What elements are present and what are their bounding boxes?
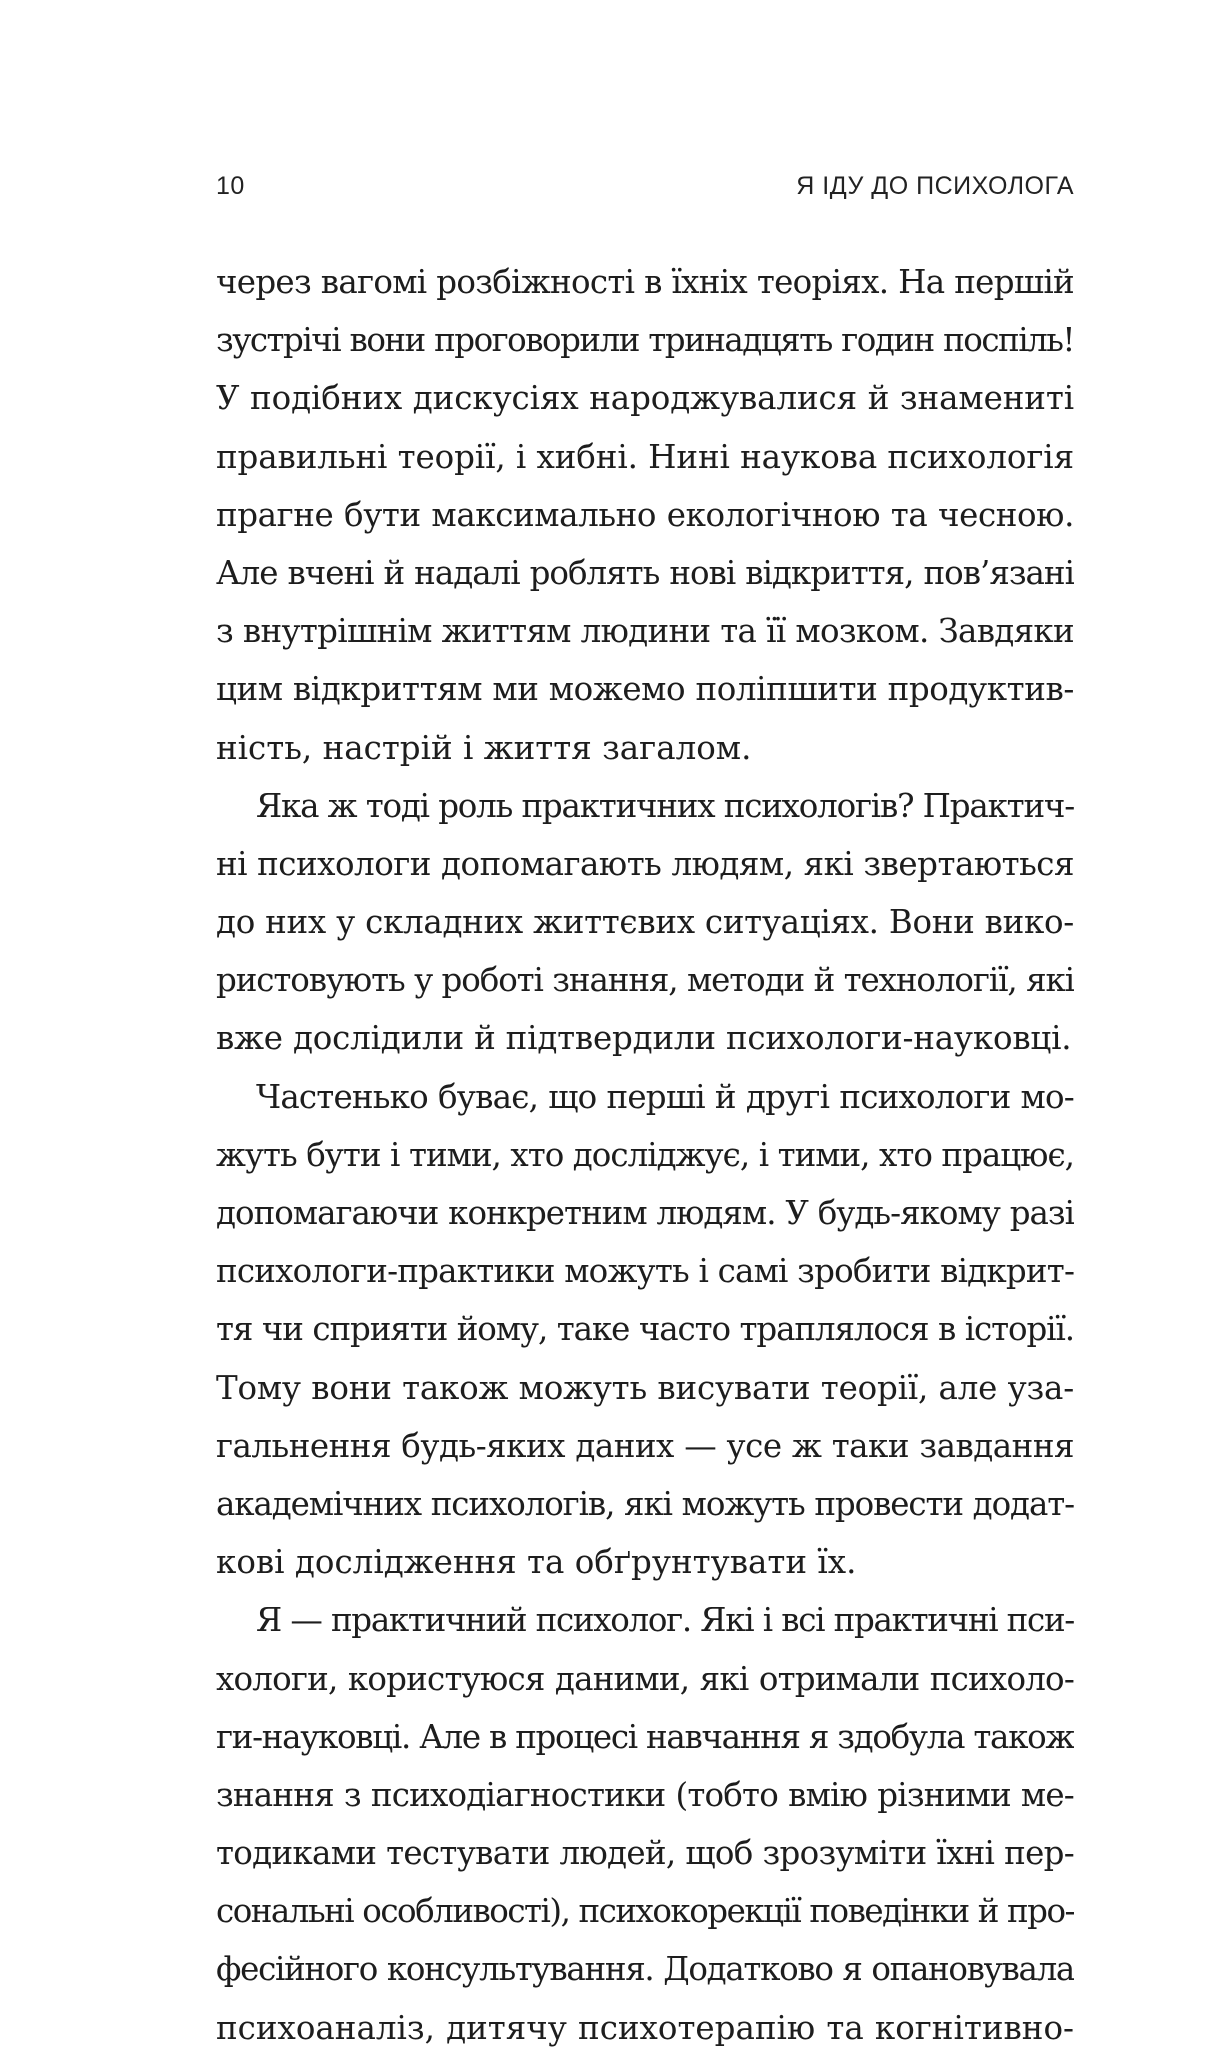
text-line: цим відкриттям ми можемо поліпшити продуктив- xyxy=(216,670,1074,709)
text-line: кові дослідження та обґрунтувати їх. xyxy=(216,1543,857,1582)
text-line: ні психологи допомагають людям, які звертаються xyxy=(216,844,1074,883)
body-text xyxy=(216,253,1074,2057)
text-line: тодиками тестувати людей, щоб зрозуміти їхні пер- xyxy=(216,1834,1074,1873)
text-line: хологи, користуюся даними, які отримали психоло- xyxy=(216,1659,1074,1698)
page-number: 10 xyxy=(216,172,245,200)
text-line: Я — практичний психолог. Які і всі практичні пси- xyxy=(256,1601,1074,1640)
text-line: ги-науковці. Але в процесі навчання я здобула також xyxy=(216,1717,1074,1756)
text-line: ристовують у роботі знання, методи й технології, які xyxy=(216,961,1074,1000)
running-header xyxy=(216,172,1074,212)
text-line: психологи-практики можуть і самі зробити відкрит- xyxy=(216,1252,1074,1291)
text-line: Але вчені й надалі роблять нові відкриття, пов’язані xyxy=(216,553,1074,592)
text-line: ність, настрій і життя загалом. xyxy=(216,728,752,767)
text-line: правильні теорії, і хибні. Нині наукова психологія xyxy=(216,437,1074,476)
text-line: через вагомі розбіжності в їхніх теоріях. На першій xyxy=(216,263,1074,301)
text-line: У подібних дискусіях народжувалися й знамениті xyxy=(216,379,1074,418)
text-line: прагне бути максимально екологічною та чесною. xyxy=(216,495,1074,534)
text-line: до них у складних життєвих ситуаціях. Вони вико- xyxy=(216,903,1074,942)
text-line: тя чи сприяти йому, таке часто траплялося в історії. xyxy=(216,1310,1074,1349)
text-line: гальнення будь-яких даних — усе ж таки завдання xyxy=(216,1426,1074,1465)
text-line: допомагаючи конкретним людям. У будь-якому разі xyxy=(216,1194,1074,1232)
text-line: академічних психологів, які можуть провести додат- xyxy=(216,1484,1074,1523)
text-line: з внутрішнім життям людини та її мозком. Завдяки xyxy=(216,612,1074,651)
text-line: Частенько буває, що перші й другі психологи мо- xyxy=(256,1077,1074,1116)
text-line: вже дослідили й підтвердили психологи-науковці. xyxy=(216,1019,1072,1058)
running-title: Я ІДУ ДО ПСИХОЛОГА xyxy=(796,172,1074,200)
text-line: Тому вони також можуть висувати теорії, але уза- xyxy=(216,1368,1074,1407)
text-line: фесійного консультування. Додатково я опановувала xyxy=(216,1950,1074,1989)
text-line: жуть бути і тими, хто досліджує, і тими, хто працює, xyxy=(216,1135,1074,1174)
text-line: знання з психодіагностики (тобто вмію різними ме- xyxy=(216,1775,1074,1814)
text-line: психоаналіз, дитячу психотерапію та когнітивно- xyxy=(216,2008,1074,2047)
text-line: зустрічі вони проговорили тринадцять годин поспіль! xyxy=(216,321,1074,360)
text-line: сональні особливості), психокорекції поведінки й про- xyxy=(216,1892,1074,1931)
text-line: Яка ж тоді роль практичних психологів? Практич- xyxy=(256,786,1074,825)
